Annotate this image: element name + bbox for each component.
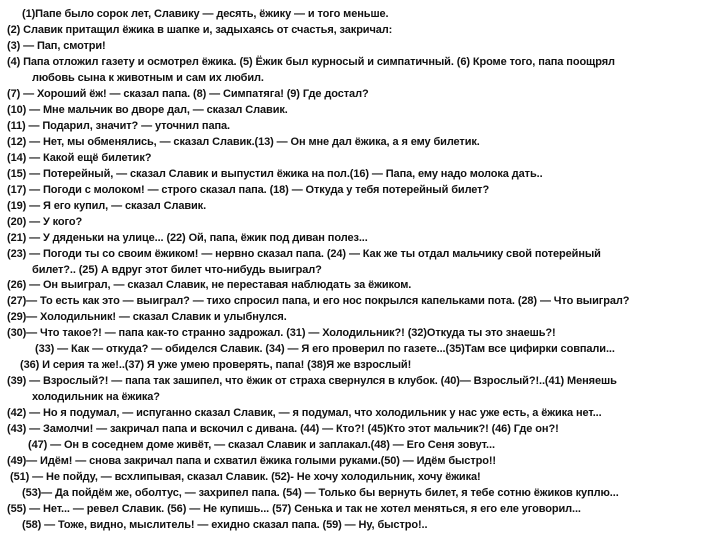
text-line: (43) — Замолчи! — закричал папа и вскочил с дивана. (44) — Кто?! (45)Кто этот мальчик?! (46) Где он?! [7, 423, 559, 435]
text-line: (33) — Как — откуда? — обиделся Славик. (34) — Я его проверил по газете...(35)Там все цифирки совпали... [35, 343, 615, 355]
text-line: (21) — У дяденьки на улице... (22) Ой, папа, ёжик под диван полез... [7, 232, 368, 244]
text-line: билет?.. (25) А вдруг этот билет что-нибудь выиграл? [32, 264, 322, 276]
text-line: (36) И серия та же!..(37) Я уже умею проверять, папа! (38)Я же взрослый! [20, 359, 412, 371]
text-line: (42) — Но я подумал, — испуганно сказал Славик, — я подумал, что холодильник у нас уже есть, а ёжика нет... [7, 407, 602, 419]
text-line: (26) — Он выиграл, — сказал Славик, не переставая наблюдать за ёжиком. [7, 279, 412, 291]
text-line: (30)— Что такое?! — папа как-то странно задрожал. (31) — Холодильник?! (32)Откуда ты это знаешь?! [7, 327, 556, 339]
text-line: (19) — Я его купил, — сказал Славик. [7, 200, 207, 212]
text-line: (14) — Какой ещё билетик? [7, 152, 152, 164]
text-line: (3) — Пап, смотри! [7, 40, 106, 52]
text-line: (1)Папе было сорок лет, Славику — десять, ёжику — и того меньше. [22, 8, 389, 20]
text-line: (29)— Холодильник! — сказал Славик и улыбнулся. [7, 311, 287, 323]
text-line: (7) — Хороший ёж! — сказал папа. (8) — Симпатяга! (9) Где достал? [7, 88, 369, 100]
text-line: (11) — Подарил, значит? — уточнил папа. [7, 120, 231, 132]
text-line: (55) — Нет... — ревел Славик. (56) — Не купишь... (57) Сенька и так не хотел меняться, я его еле уговорил... [7, 503, 581, 515]
text-line: (58) — Тоже, видно, мыслитель! — ехидно сказал папа. (59) — Ну, быстро!.. [22, 519, 428, 531]
text-line: (51) — Не пойду, — всхлипывая, сказал Славик. (52)- Не хочу холодильник, хочу ёжика! [10, 471, 481, 483]
text-line: (20) — У кого? [7, 216, 83, 228]
text-line: (2) Славик притащил ёжика в шапке и, задыхаясь от счастья, закричал: [7, 24, 393, 36]
text-line: (27)— То есть как это — выиграл? — тихо спросил папа, и его нос покрылся капельками пота. (28) — Что выиграл? [7, 295, 630, 307]
text-line: (17) — Погоди с молоком! — строго сказал папа. (18) — Откуда у тебя потерейный билет? [7, 184, 490, 196]
text-line: холодильник на ёжика? [32, 391, 160, 403]
text-line: (23) — Погоди ты со своим ёжиком! — нервно сказал папа. (24) — Как же ты отдал мальчику свой потерейный [7, 248, 601, 260]
text-line: (10) — Мне мальчик во дворе дал, — сказал Славик. [7, 104, 288, 116]
text-line: (53)— Да пойдём же, оболтус, — захрипел папа. (54) — Только бы вернуть билет, я тебе сотню ёжиков куплю... [22, 487, 619, 499]
text-line: (49)— Идём! — снова закричал папа и схватил ёжика голыми руками.(50) — Идём быстро!! [7, 455, 496, 467]
text-line: любовь сына к животным и сам их любил. [32, 72, 264, 84]
text-line: (12) — Нет, мы обменялись, — сказал Славик.(13) — Он мне дал ёжика, а я ему билетик. [7, 136, 480, 148]
text-line: (39) — Взрослый?! — папа так зашипел, что ёжик от страха свернулся в клубок. (40)— Взрослый?!..(41) Меняешь [7, 375, 617, 387]
text-line: (4) Папа отложил газету и осмотрел ёжика. (5) Ёжик был курносый и симпатичный. (6) Кроме того, папа поощрял [7, 56, 615, 68]
text-line: (15) — Потерейный, — сказал Славик и выпустил ёжика на пол.(16) — Папа, ему надо молока дать.. [7, 168, 543, 180]
text-line: (47) — Он в соседнем доме живёт, — сказал Славик и заплакал.(48) — Его Сеня зовут... [28, 439, 495, 451]
